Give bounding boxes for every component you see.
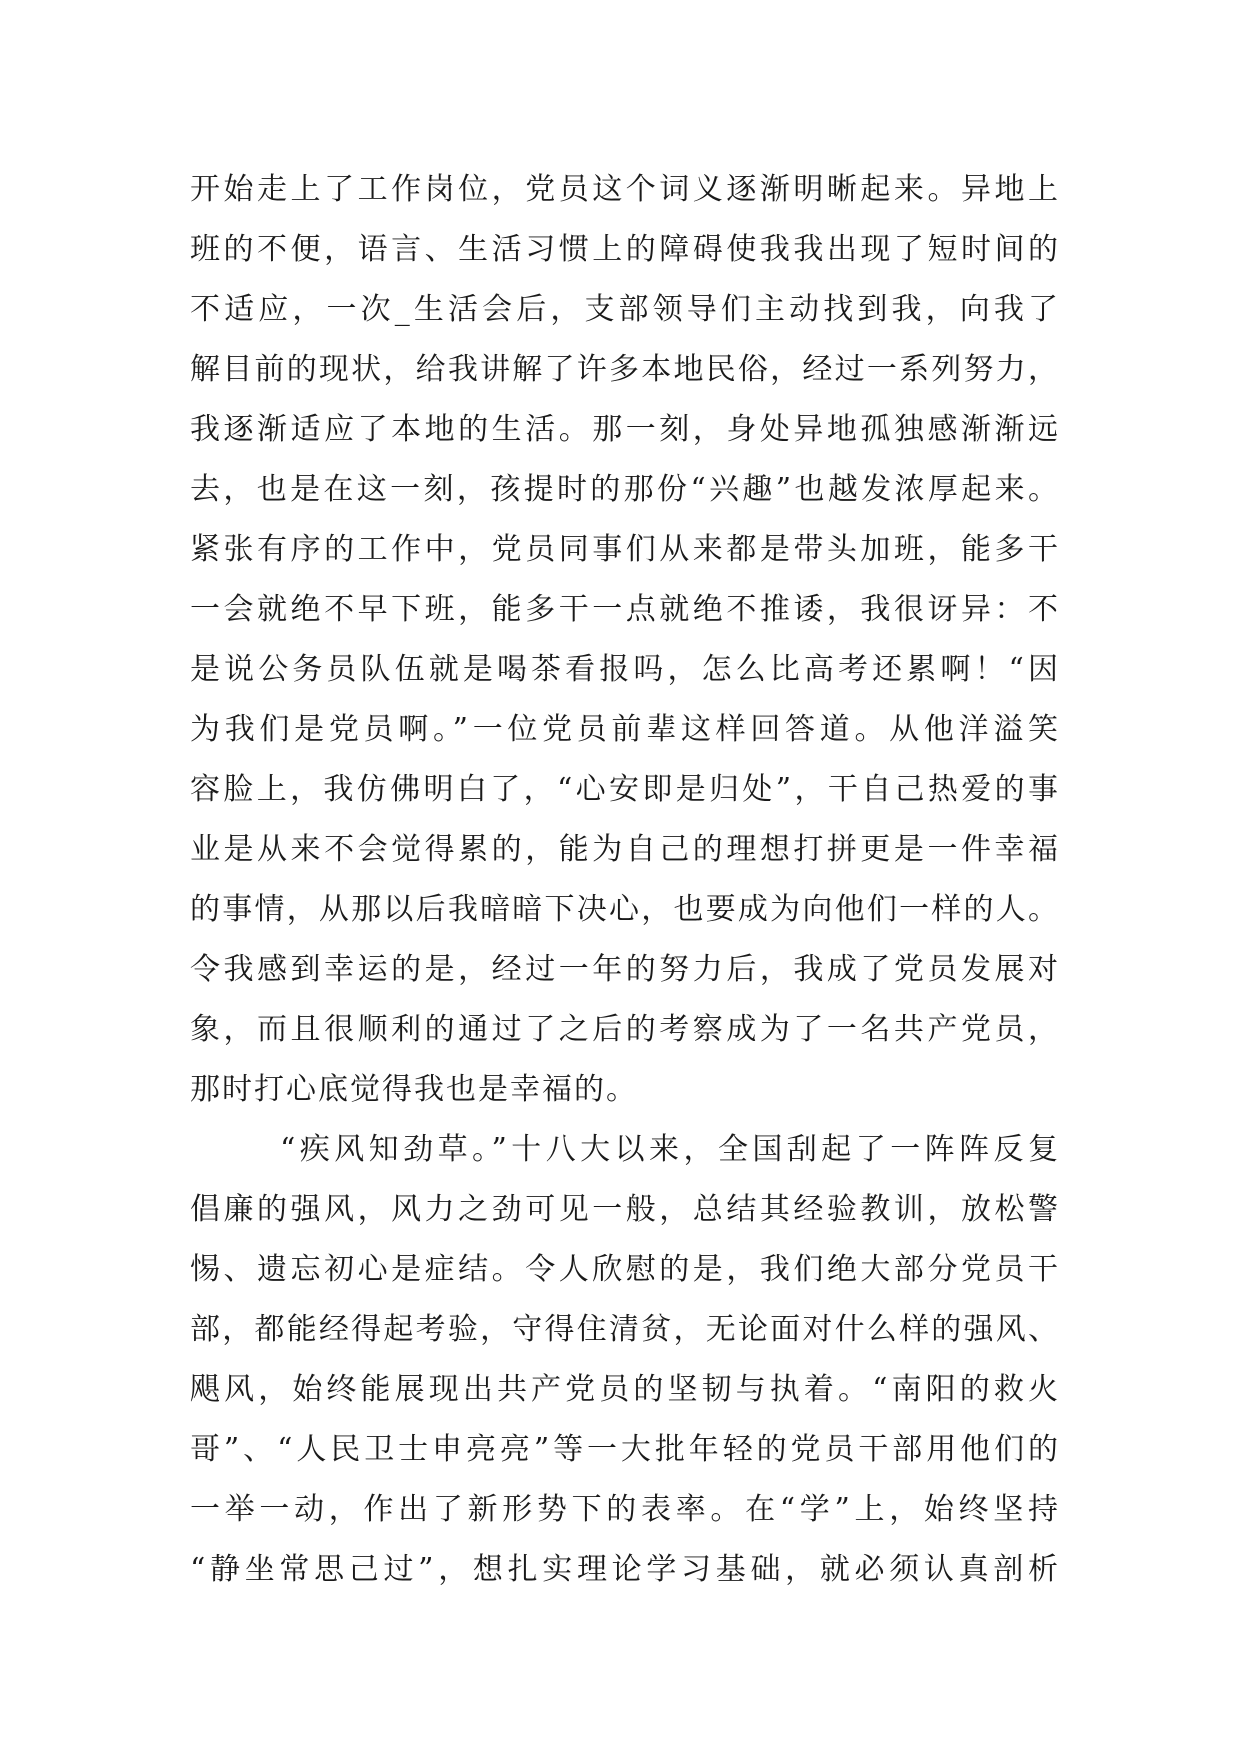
paragraph-1 xyxy=(190,160,1060,1120)
text-line: 哥”、“人民卫士申亮亮”等一大批年轻的党员干部用他们的 xyxy=(190,1432,1060,1467)
text-line: 业是从来不会觉得累的，能为自己的理想打拼更是一件幸福 xyxy=(190,832,1060,867)
text-line: 飓风，始终能展现出共产党员的坚韧与执着。“南阳的救火 xyxy=(190,1372,1060,1407)
text-line: 一会就绝不早下班，能多干一点就绝不推诿，我很讶异：不 xyxy=(190,592,1060,627)
paragraph-2 xyxy=(190,1120,1060,1600)
text-line: 令我感到幸运的是，经过一年的努力后，我成了党员发展对 xyxy=(190,952,1060,987)
text-line: 为我们是党员啊。”一位党员前辈这样回答道。从他洋溢笑 xyxy=(190,712,1060,747)
text-line: 解目前的现状，给我讲解了许多本地民俗，经过一系列努力， xyxy=(190,352,1060,387)
text-line: 开始走上了工作岗位，党员这个词义逐渐明晰起来。异地上 xyxy=(190,172,1060,207)
text-line: 班的不便，语言、生活习惯上的障碍使我我出现了短时间的 xyxy=(190,232,1060,267)
text-line: 紧张有序的工作中，党员同事们从来都是带头加班，能多干 xyxy=(190,532,1060,567)
text-line: “静坐常思己过”，想扎实理论学习基础，就必须认真剖析 xyxy=(190,1552,1060,1587)
text-line: 那时打心底觉得我也是幸福的。 xyxy=(190,1072,638,1107)
text-line: 不适应，一次_生活会后，支部领导们主动找到我，向我了 xyxy=(190,292,1060,327)
body-text xyxy=(190,160,1060,1600)
text-line: 部，都能经得起考验，守得住清贫，无论面对什么样的强风、 xyxy=(190,1312,1060,1347)
text-line: 容脸上，我仿佛明白了，“心安即是归处”，干自己热爱的事 xyxy=(190,772,1060,807)
text-line: 是说公务员队伍就是喝茶看报吗，怎么比高考还累啊！“因 xyxy=(190,652,1060,687)
text-line: 倡廉的强风，风力之劲可见一般，总结其经验教训，放松警 xyxy=(190,1192,1060,1227)
text-line: 一举一动，作出了新形势下的表率。在“学”上，始终坚持 xyxy=(190,1492,1060,1527)
text-line: 的事情，从那以后我暗暗下决心，也要成为向他们一样的人。 xyxy=(190,892,1060,927)
text-line: “疾风知劲草。”十八大以来，全国刮起了一阵阵反复 xyxy=(280,1132,1060,1167)
text-line: 我逐渐适应了本地的生活。那一刻，身处异地孤独感渐渐远 xyxy=(190,412,1060,447)
text-line: 惕、遗忘初心是症结。令人欣慰的是，我们绝大部分党员干 xyxy=(190,1252,1060,1287)
text-line: 象，而且很顺利的通过了之后的考察成为了一名共产党员， xyxy=(190,1012,1060,1047)
text-line: 去，也是在这一刻，孩提时的那份“兴趣”也越发浓厚起来。 xyxy=(190,472,1060,507)
